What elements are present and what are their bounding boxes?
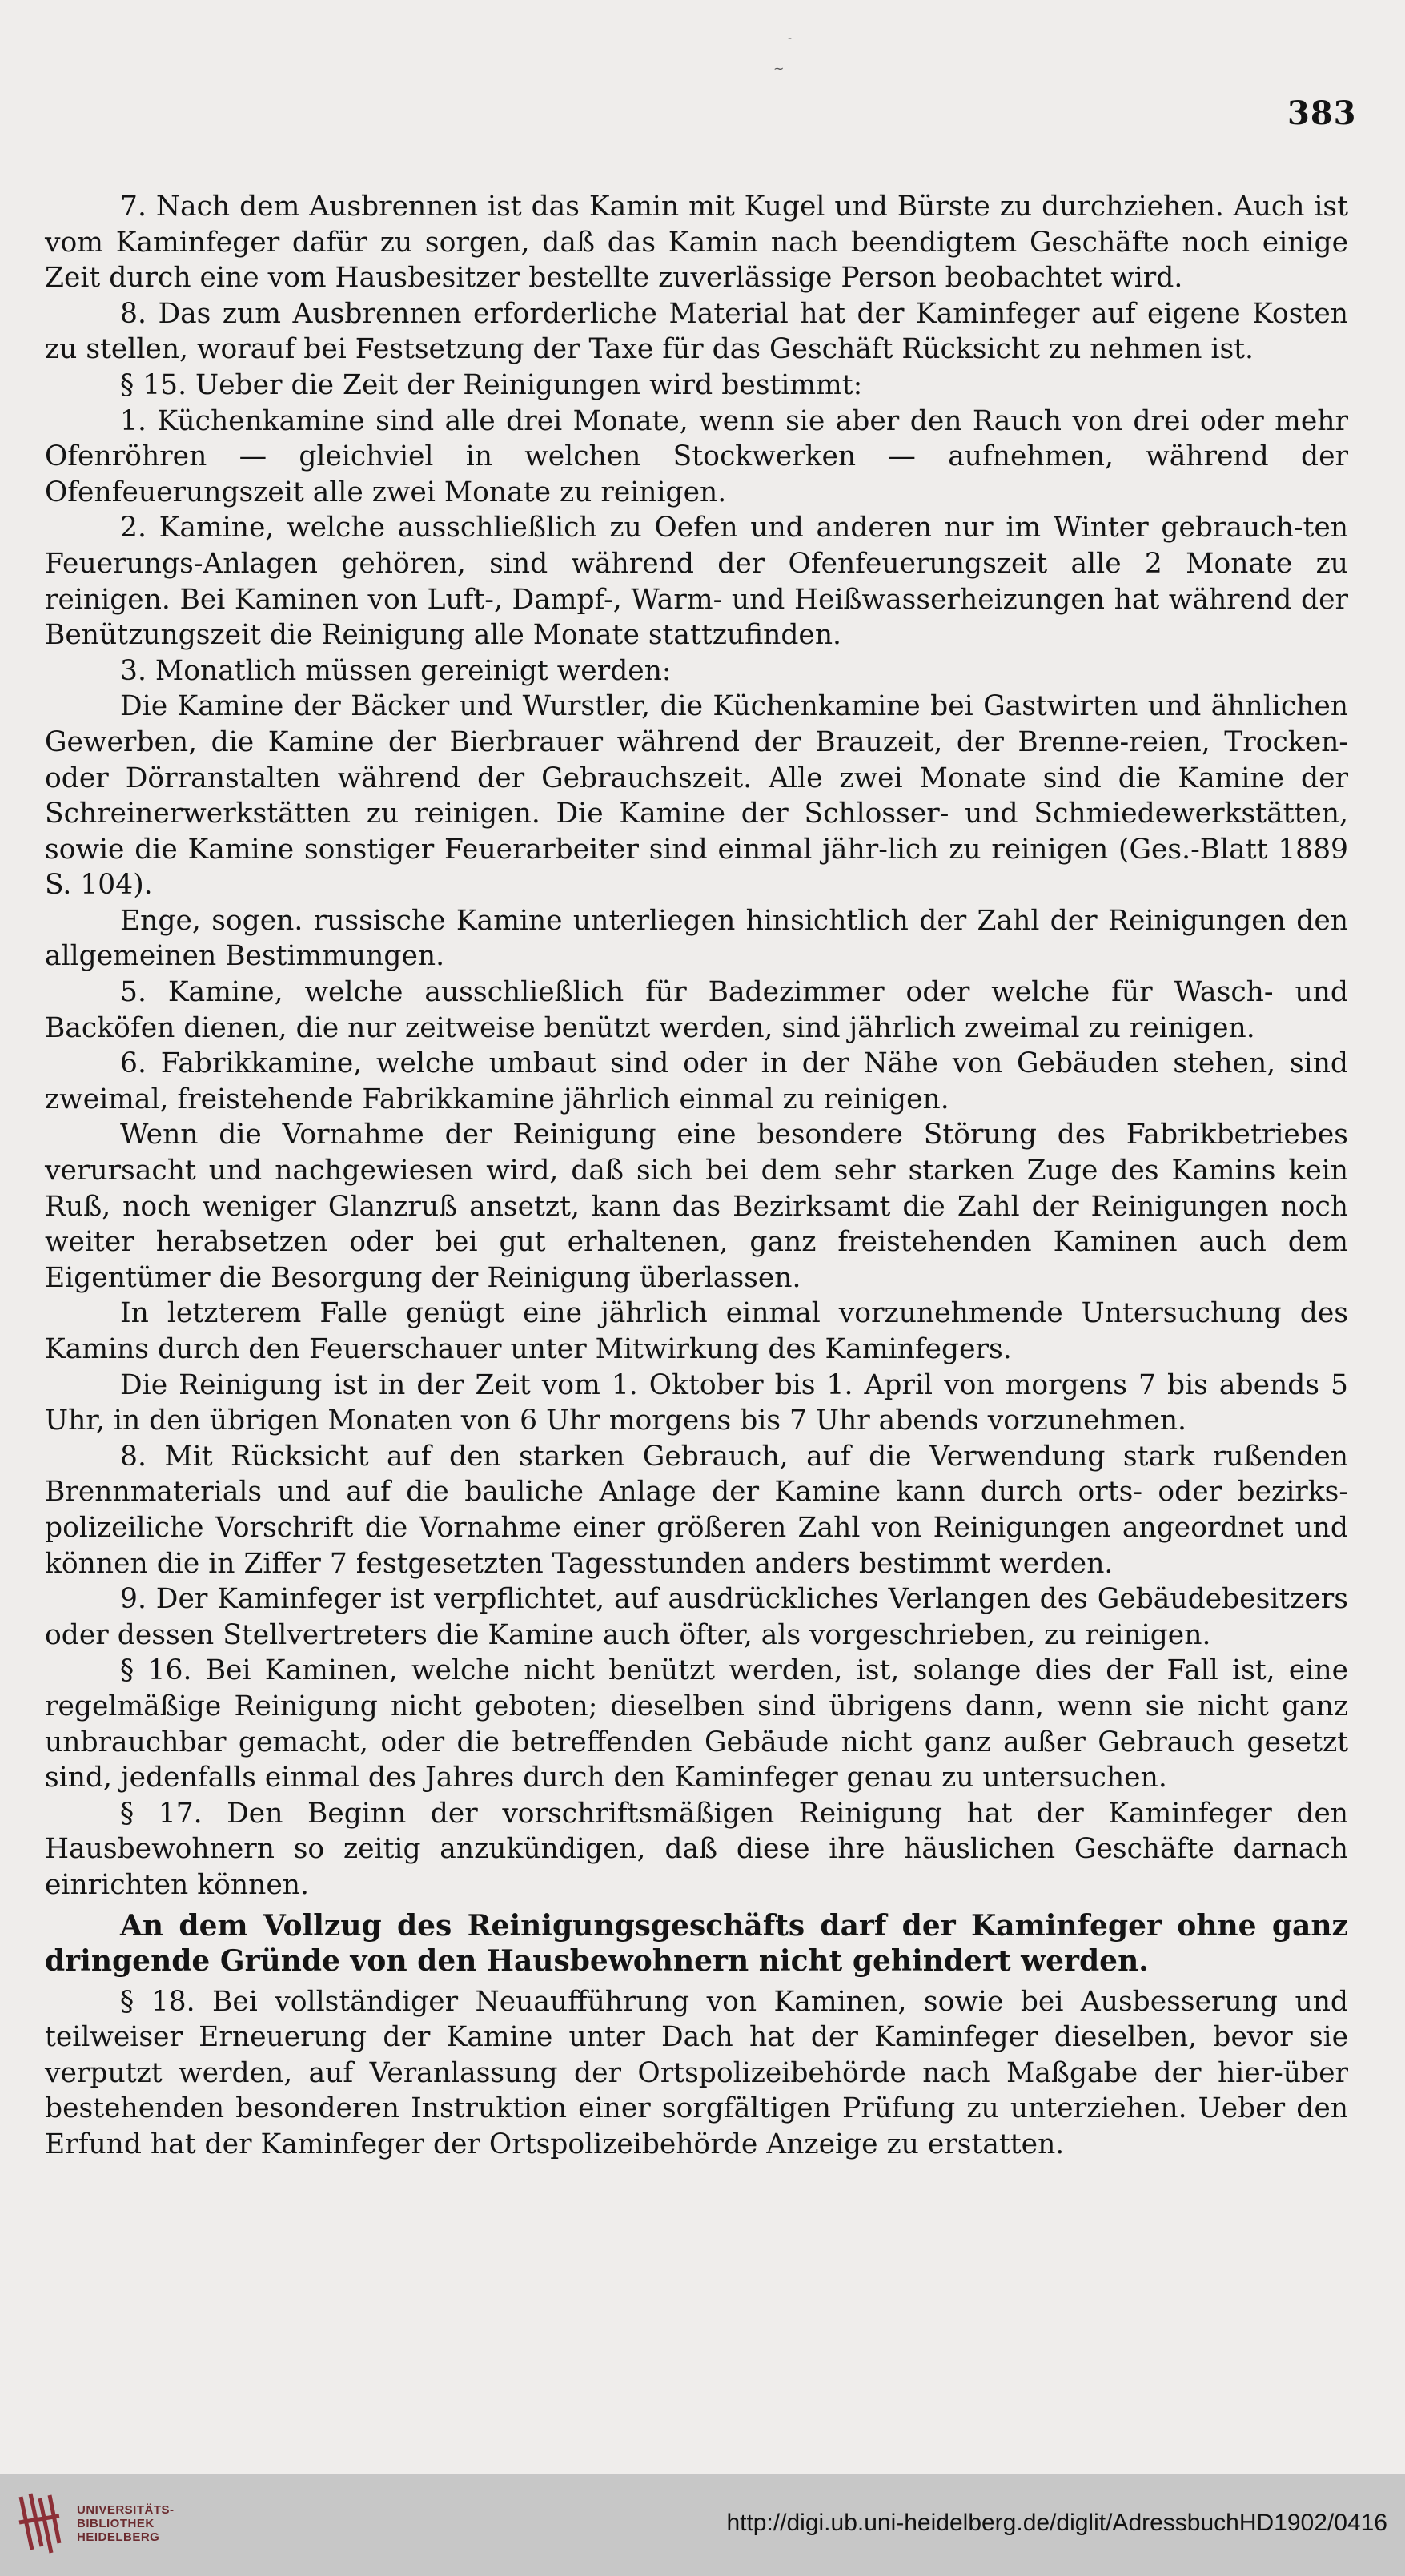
section-heading: § 15. Ueber die Zeit der Reinigungen wird bestimmt: (120, 368, 863, 401)
scan-mark: ~ (773, 61, 785, 76)
paragraph: 1. Küchenkamine sind alle drei Monate, wenn sie aber den Rauch von drei oder mehr Ofenröhren — gleichviel in welchen Stockwerken — aufnehmen, während der Ofenfeuerungszeit alle zwei Monate zu reinigen. (45, 404, 1348, 508)
paragraph: Die Kamine der Bäcker und Wurstler, die Küchenkamine bei Gastwirten und ähnlichen Gewerben, die Kamine der Bierbrauer während der Brauzeit, der Brenne-reien, Trocken- oder Dörranstalten während der Gebrauchszeit. Alle zwei Monate sind die Kamine der Schreinerwerkstätten zu reinigen. Die Kamine der Schlosser- und Schmiedewerkstätten, sowie die Kamine sonstiger Feuerarbeiter sind einmal jähr-lich zu reinigen (Ges.-Blatt 1889 S. 104). (45, 690, 1348, 902)
library-logo-text (77, 2503, 175, 2544)
library-logo-icon (14, 2487, 64, 2559)
source-url-link[interactable]: http://digi.ub.uni-heidelberg.de/diglit/AdressbuchHD1902/0416 (726, 2510, 1387, 2536)
paragraph: 9. Der Kaminfeger ist verpflichtet, auf ausdrückliches Verlangen des Gebäudebesitzers oder dessen Stellvertreters die Kamine auch öfter, als vorgeschrieben, zu reinigen. (45, 1583, 1348, 1651)
paragraph: 2. Kamine, welche ausschließlich zu Oefen und anderen nur im Winter gebrauch-ten Feuerungs-Anlagen gehören, sind während der Ofenfeuerungszeit alle 2 Monate zu reinigen. Bei Kaminen von Luft-, Dampf-, Warm- und Heißwasserheizungen hat während der Benützungszeit die Reinigung alle Monate stattzufinden. (45, 512, 1348, 652)
paragraph: 6. Fabrikkamine, welche umbaut sind oder in der Nähe von Gebäuden stehen, sind zweimal, freistehende Fabrikkamine jährlich einmal zu reinigen. (45, 1047, 1348, 1115)
paragraph: In letzterem Falle genügt eine jährlich einmal vorzunehmende Untersuchung des Kamins durch den Feuerschauer unter Mitwirkung des Kaminfegers. (45, 1297, 1348, 1365)
paragraph: 8. Mit Rücksicht auf den starken Gebrauch, auf die Verwendung stark rußenden Brennmaterials und auf die bauliche Anlage der Kamine kann durch orts- oder bezirks-polizeiliche Vorschrift die Vornahme einer größeren Zahl von Reinigungen angeordnet und können die in Ziffer 7 festgesetzten Tagesstunden anders bestimmt werden. (45, 1440, 1348, 1580)
body-text (45, 189, 1348, 2163)
footer-bar (0, 2474, 1405, 2576)
paragraph: 7. Nach dem Ausbrennen ist das Kamin mit Kugel und Bürste zu durchziehen. Auch ist vom Kaminfeger dafür zu sorgen, daß das Kamin nach beendigtem Geschäfte noch einige Zeit durch eine vom Hausbesitzer bestellte zuverlässige Person beobachtet wird. (45, 191, 1348, 295)
scan-mark: - (788, 32, 793, 45)
logo-line: UNIVERSITÄTS- (77, 2503, 175, 2517)
paragraph: § 16. Bei Kaminen, welche nicht benützt werden, ist, solange dies der Fall ist, eine regelmäßige Reinigung nicht geboten; dieselben sind übrigens dann, wenn sie nicht ganz unbrauchbar gemacht, oder die betreffenden Gebäude nicht ganz außer Gebrauch gesetzt sind, jedenfalls einmal des Jahres durch den Kaminfeger genau zu untersuchen. (45, 1654, 1348, 1794)
page-number: 383 (1287, 94, 1357, 132)
paragraph: § 18. Bei vollständiger Neuaufführung von Kaminen, sowie bei Ausbesserung und teilweiser Erneuerung der Kamine unter Dach hat der Kaminfeger dieselben, bevor sie verputzt werden, auf Veranlassung der Ortspolizeibehörde nach Maßgabe der hier-über bestehenden besonderen Instruktion einer sorgfältigen Prüfung zu unterziehen. Ueber den Erfund hat der Kaminfeger der Ortspolizeibehörde Anzeige zu erstatten. (45, 1985, 1348, 2161)
logo-line: HEIDELBERG (77, 2530, 160, 2544)
paragraph: Die Reinigung ist in der Zeit vom 1. Oktober bis 1. April von morgens 7 bis abends 5 Uhr, in den übrigen Monaten von 6 Uhr morgens bis 7 Uhr abends vorzunehmen. (45, 1368, 1348, 1437)
bold-notice: An dem Vollzug des Reinigungsgeschäfts darf der Kaminfeger ohne ganz dringende Gründe von den Hausbewohnern nicht gehindert werden. (45, 1908, 1348, 1979)
paragraph: Enge, sogen. russische Kamine unterliegen hinsichtlich der Zahl der Reinigungen den allgemeinen Bestimmungen. (45, 904, 1348, 973)
paragraph: § 17. Den Beginn der vorschriftsmäßigen Reinigung hat der Kaminfeger den Hausbewohnern so zeitig anzukündigen, daß diese ihre häuslichen Geschäfte darnach einrichten können. (45, 1797, 1348, 1901)
paragraph: 8. Das zum Ausbrennen erforderliche Material hat der Kaminfeger auf eigene Kosten zu stellen, worauf bei Festsetzung der Taxe für das Geschäft Rücksicht zu nehmen ist. (45, 297, 1348, 366)
paragraph: 5. Kamine, welche ausschließlich für Badezimmer oder welche für Wasch- und Backöfen dienen, die nur zeitweise benützt werden, sind jährlich zweimal zu reinigen. (45, 976, 1348, 1044)
logo-line: BIBLIOTHEK (77, 2517, 155, 2530)
paragraph: Wenn die Vornahme der Reinigung eine besondere Störung des Fabrikbetriebes verursacht und nachgewiesen wird, daß sich bei dem sehr starken Zuge des Kamins kein Ruß, noch weniger Glanzruß ansetzt, kann das Bezirksamt die Zahl der Reinigungen noch weiter herabsetzen oder bei gut erhaltenen, ganz freistehenden Kaminen auch dem Eigentümer die Besorgung der Reinigung überlassen. (45, 1119, 1348, 1294)
paragraph: 3. Monatlich müssen gereinigt werden: (120, 654, 672, 687)
